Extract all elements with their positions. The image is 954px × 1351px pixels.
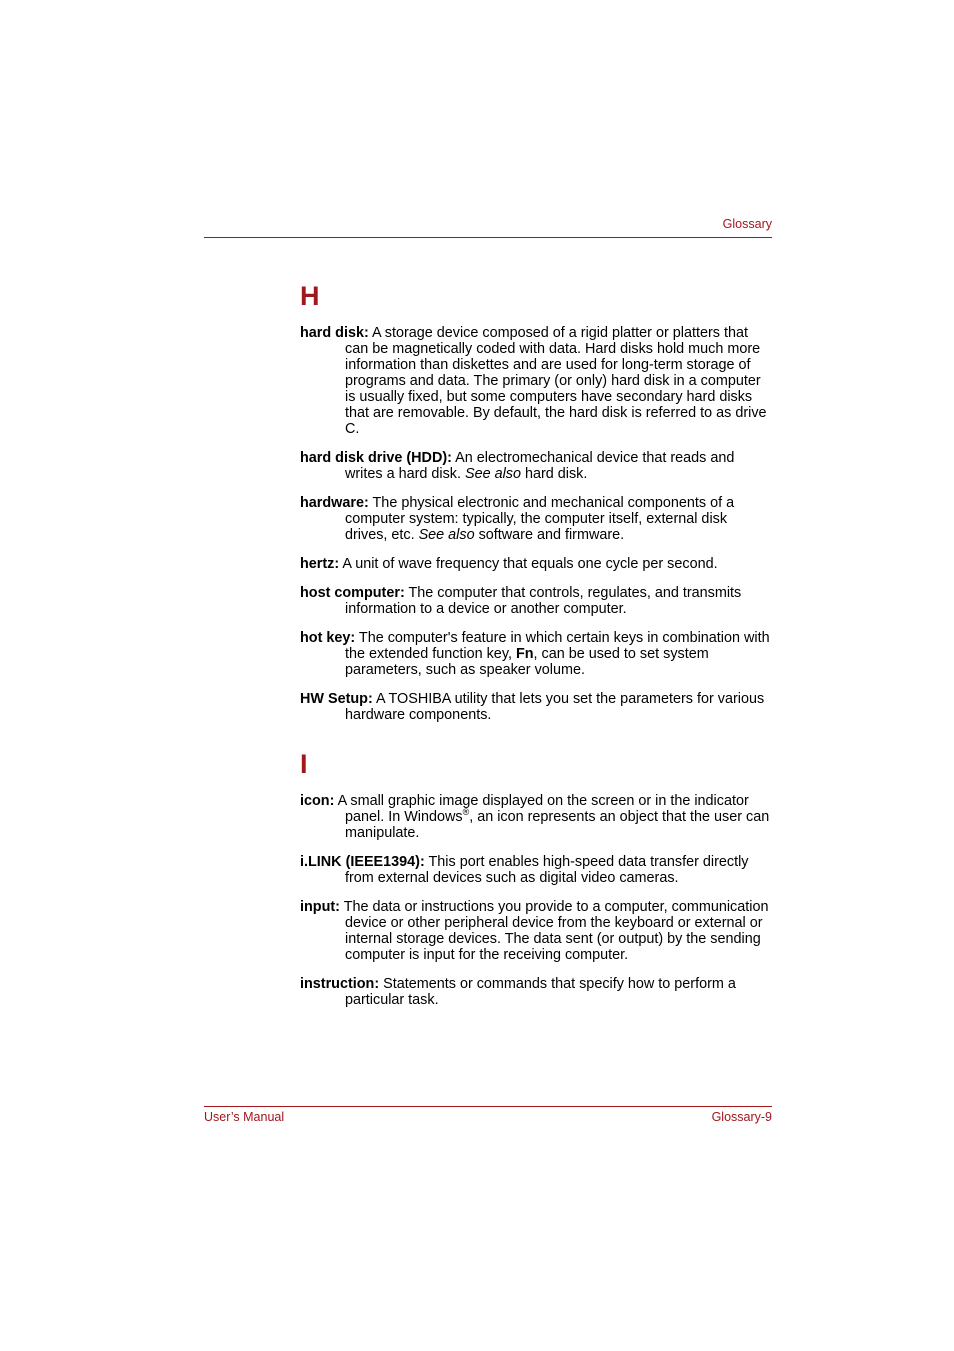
function-key-name: Fn [515, 646, 534, 662]
footer-page-number: Glossary-9 [711, 1110, 772, 1124]
entry-definition: An electromechanical device that reads and writes a hard disk. [345, 450, 735, 482]
entry-term: hot key: [300, 630, 356, 646]
entry-definition-end: , can be used to set system parameters, such as speaker volume. [345, 646, 709, 678]
entry-definition: The computer's feature in which certain keys in combination with the extended function key, [345, 630, 770, 662]
running-header-title: Glossary [722, 217, 772, 231]
see-also-reference: See also [464, 466, 521, 482]
glossary-entry-input [300, 899, 772, 963]
entry-term: host computer: [300, 585, 405, 601]
entry-term: instruction: [300, 976, 380, 992]
glossary-entry-host-computer [300, 585, 772, 617]
glossary-entry-hw-setup [300, 691, 772, 723]
entry-definition-end: hard disk. [520, 466, 588, 482]
entry-term: hardware: [300, 495, 369, 511]
glossary-entry-hertz [300, 556, 772, 572]
section-letter-i: I [300, 749, 308, 779]
glossary-entry-hardware [300, 495, 772, 543]
section-i-entries [300, 793, 772, 1021]
footer-rule [204, 1106, 772, 1107]
see-also-reference: See also [418, 527, 475, 543]
entry-term: input: [300, 899, 340, 915]
entry-term: hertz: [300, 556, 340, 572]
entry-definition: A TOSHIBA utility that lets you set the parameters for various hardware components. [345, 691, 765, 723]
glossary-entry-hot-key [300, 630, 772, 678]
registered-mark: ® [462, 807, 470, 817]
entry-definition: A small graphic image displayed on the screen or in the indicator panel. In Windows [334, 793, 749, 825]
entry-term: i.LINK (IEEE1394): [300, 854, 425, 870]
footer-manual-title: User’s Manual [204, 1110, 285, 1124]
section-h-entries [300, 325, 772, 736]
glossary-entry-ilink [300, 854, 772, 886]
glossary-entry-instruction [300, 976, 772, 1008]
entry-term: hard disk: [300, 325, 369, 341]
entry-definition: The computer that controls, regulates, and transmits information to a device or another computer. [345, 585, 742, 617]
entry-definition: Statements or commands that specify how to perform a particular task. [345, 976, 736, 1008]
glossary-entry-hard-disk-drive [300, 450, 772, 482]
entry-definition-end: , an icon represents an object that the user can manipulate. [345, 809, 770, 841]
glossary-entry-icon [300, 793, 772, 841]
entry-definition: A storage device composed of a rigid platter or platters that can be magnetically coded with data. Hard disks hold much more information than diskettes and are used for long-term storage of programs and data. The primary (or only) hard disk in a computer is usually fixed, but some computers have secondary hard disks that are removable. By default, the hard disk is referred to as drive C. [345, 325, 767, 437]
entry-definition-end: software and firmware. [474, 527, 625, 543]
header-rule [204, 237, 772, 238]
entry-definition: The physical electronic and mechanical components of a computer system: typically, the computer itself, external disk drives, etc. [345, 495, 735, 543]
section-letter-h: H [300, 281, 320, 311]
entry-term: icon: [300, 793, 335, 809]
entry-definition: This port enables high-speed data transfer directly from external devices such as digital video cameras. [345, 854, 749, 886]
glossary-entry-hard-disk [300, 325, 772, 437]
entry-term: hard disk drive (HDD): [300, 450, 452, 466]
entry-definition: The data or instructions you provide to a computer, communication device or other peripheral device from the keyboard or external or internal storage devices. The data sent (or output) by the sending computer is input for the receiving computer. [339, 899, 769, 963]
entry-term: HW Setup: [300, 691, 373, 707]
entry-definition: A unit of wave frequency that equals one cycle per second. [339, 556, 718, 572]
